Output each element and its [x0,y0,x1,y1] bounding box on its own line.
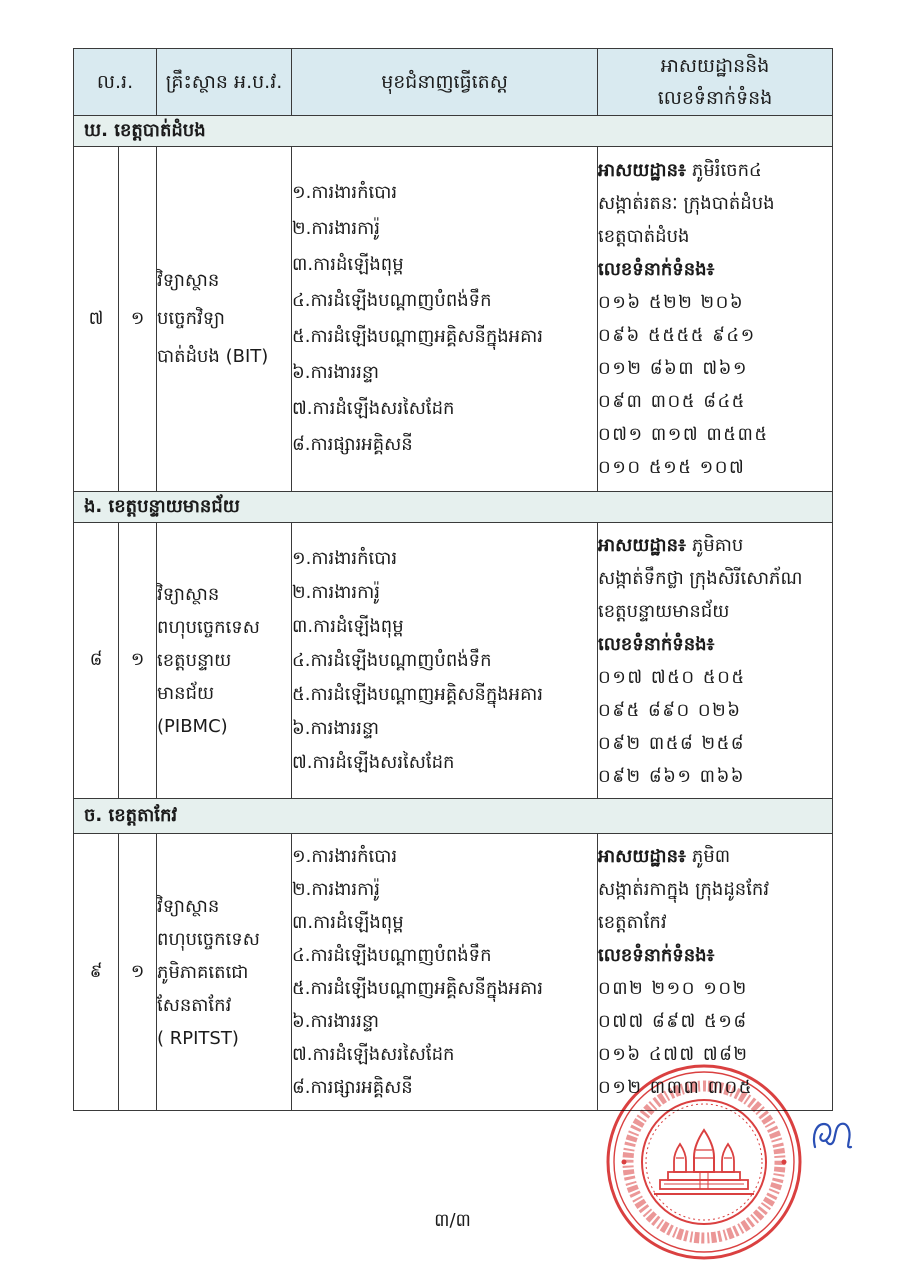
address-cell [598,147,833,492]
address-line: សង្កាត់រតនៈ ក្រុងបាត់ដំបង [598,193,775,214]
header-address [598,49,833,116]
institution-line: ( RPITST) [157,1027,239,1049]
table-row [74,523,833,799]
institution-line: ខេត្តបន្ទាយ [157,650,232,671]
skill-item: ២.ការងារការ៉ូ [292,581,380,603]
header-address-line: លេខទំនាក់ទំនង [657,87,773,109]
institution-line: បាត់ដំបង (BIT) [157,346,269,367]
address-line: ខេត្តតាកែវ [598,912,667,933]
contact-label: លេខទំនាក់ទំនង៖ [598,633,715,655]
address-label: អាសយដ្ឋាន៖ [598,160,686,181]
skill-item: ៦.ការងាររន្ទា [292,362,380,383]
skill-item: ៥.ការដំឡើងបណ្តាញអគ្គិសនីក្នុងអគារ [292,326,543,347]
phone-number: ០១៧ ៧៥០ ៥០៥ [598,666,746,688]
address-first-line [598,529,832,562]
skill-item: ៦.ការងាររន្ទា [292,717,380,739]
address-cell [598,523,833,799]
institution-line: ពហុបច្ចេកទេស [157,928,260,950]
skill-item: ១.ការងារកំបោរ [292,182,398,203]
phone-number: ០៧៧ ៨៩៧ ៥១៨ [598,1011,748,1032]
skill-item: ២.ការងារការ៉ូ [292,879,380,900]
phone-number: ០១៦ ៤៧៧ ៧៨២ [598,1044,749,1065]
phone-number: ០៣២ ២១០ ១០២ [598,978,748,999]
skill-item: ៤.ការដំឡើងបណ្តាញបំពង់ទឹក [292,945,492,966]
skill-item: ៧.ការដំឡើងសរសៃដែក [292,398,455,419]
header-institution: គ្រឹះស្ថាន អ.ប.វ. [157,49,292,116]
institution-line: សែនតាកែវ [157,994,232,1016]
address-label: អាសយដ្ឋាន៖ [598,846,686,867]
page-number: ៣/៣ [434,1210,471,1231]
skill-item: ១.ការងារកំបោរ [292,547,398,569]
address-village: ភូមិ៣ [691,846,731,867]
header-skills: មុខជំនាញធ្វើតេស្ត [292,49,598,116]
phone-number: ០៩២ ៨៦១ ៣៦៦ [598,765,746,787]
skill-item: ១.ការងារកំបោរ [292,846,398,867]
handwritten-initial [810,1116,854,1152]
skill-item: ២.ការងារការ៉ូ [292,218,380,239]
skill-item: ៤.ការដំឡើងបណ្តាញបំពង់ទឹក [292,649,492,671]
header-address-line: អាសយដ្ឋាននិង [660,55,770,77]
skill-item: ៣.ការដំឡើងពុម្ព [292,254,404,275]
section-title: ឃ. ខេត្តបាត់ដំបង [74,116,833,147]
institution-line: ភូមិភាគតេជោ [157,961,249,983]
skill-item: ៧.ការដំឡើងសរសៃដែក [292,751,455,773]
phone-number: ០៩៥ ៨៩០ ០២៦ [598,699,742,721]
skill-item: ៣.ការដំឡើងពុម្ព [292,912,404,933]
skill-item: ៥.ការដំឡើងបណ្តាញអគ្គិសនីក្នុងអគារ [292,978,543,999]
address-line: ខេត្តបាត់ដំបង [598,226,690,247]
institution-line: បច្ចេកវិទ្យា [157,308,225,329]
address-line: សង្កាត់ទឹកថ្លា ក្រុងសិរីសោភ័ណ [598,567,803,589]
institution-line: វិទ្យាស្ថាន [157,270,220,291]
institution-line: មានជ័យ [157,683,215,704]
phone-number: ០១២ ៨៦៣ ៧៦១ [598,358,748,379]
institution-line: វិទ្យាស្ថាន [157,895,220,917]
row-number: ៧ [74,147,119,492]
skills-test-table [73,48,833,1111]
skill-item: ៥.ការដំឡើងបណ្តាញអគ្គិសនីក្នុងអគារ [292,683,543,705]
skill-item: ៨.ការផ្សារអគ្គិសនី [292,1077,413,1098]
address-village: ភូមិរំចេក៤ [691,160,762,181]
address-first-line [598,840,832,873]
address-line: ខេត្តបន្ទាយមានជ័យ [598,600,730,622]
skill-item: ៣.ការដំឡើងពុម្ព [292,615,404,637]
institution-line: (PIBMC) [157,716,228,737]
institution-cell [157,523,292,799]
skill-item: ៧.ការដំឡើងសរសៃដែក [292,1044,455,1065]
address-label: អាសយដ្ឋាន៖ [598,534,686,556]
phone-number: ០៩២ ៣៥៨ ២៥៨ [598,732,746,754]
institution-line: ពហុបច្ចេកទេស [157,617,260,638]
phone-number: ០១២ ៣៣៣ ៣០៥ [598,1077,753,1098]
phone-number: ០៩៣ ៣០៥ ៨៤៥ [598,391,746,412]
section-row [74,799,833,834]
address-first-line [598,154,832,187]
phone-number: ០៩៦ ៥៥៥៥ ៩៤១ [598,325,756,346]
institution-cell [157,834,292,1111]
row-count: ១ [119,147,157,492]
table-header-row [74,49,833,116]
address-line: សង្កាត់រកាក្នុង ក្រុងដូនកែវ [598,879,770,900]
phone-number: ០៧១ ៣១៧ ៣៥៣៥ [598,424,769,445]
contact-label: លេខទំនាក់ទំនង៖ [598,259,715,280]
skill-item: ៦.ការងាររន្ទា [292,1011,380,1032]
row-number: ៨ [74,523,119,799]
row-count: ១ [119,834,157,1111]
address-village: ភូមិគាប [691,534,744,556]
skill-item: ៨.ការផ្សារអគ្គិសនី [292,434,413,455]
table-row [74,147,833,492]
phone-number: ០១៦ ៥២២ ២០៦ [598,292,745,313]
skills-cell [292,834,598,1111]
section-row [74,116,833,147]
section-title: ច. ខេត្តតាកែវ [74,799,833,834]
skills-cell [292,147,598,492]
phone-number: ០១០ ៥១៥ ១០៧ [598,457,746,478]
institution-line: វិទ្យាស្ថាន [157,584,220,605]
institution-cell [157,147,292,492]
header-no: ល.រ. [74,49,157,116]
skill-item: ៤.ការដំឡើងបណ្តាញបំពង់ទឹក [292,290,492,311]
row-count: ១ [119,523,157,799]
row-number: ៩ [74,834,119,1111]
section-title: ង. ខេត្តបន្ទាយមានជ័យ [74,492,833,523]
contact-label: លេខទំនាក់ទំនង៖ [598,945,715,966]
skills-cell [292,523,598,799]
section-row [74,492,833,523]
